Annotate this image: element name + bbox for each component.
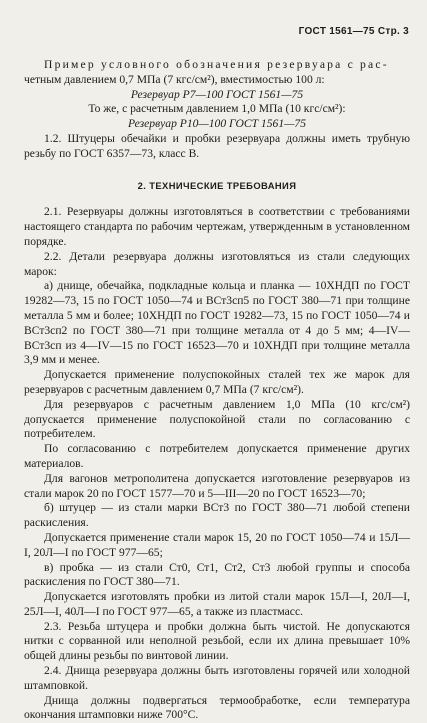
paragraph-pressure-1-0: Для резервуаров с расчетным давлением 1,0 МПа (10 кгс/см²) допускается применение полуспокойной стали по согласованию с потребителем. [24, 397, 410, 441]
clause-2-3: 2.3. Резьба штуцера и пробки должна быть чистой. Не допускаются нитки с сорванной или неполной резьбой, если их длина превышает 10% общей длины резьбы по винтовой линии. [24, 619, 410, 663]
paragraph-semi-killed-steel: Допускается применение полуспокойных сталей тех же марок для резервуаров с расчетным давлением 0,7 МПа (7 кгс/см²). [24, 368, 410, 396]
example-intro: Пример условного обозначения резервуара с рас- [44, 58, 389, 71]
example-alt-intro: То же, с расчетным давлением 1,0 МПа (10 кгс/см²): [88, 102, 346, 116]
page-body [24, 58, 410, 723]
clause-2-4: 2.4. Днища резервуара должны быть изготовлены горячей или холодной штамповкой. [24, 664, 410, 692]
example-intro-cont: четным давлением 0,7 МПа (7 кгс/см²), вместимостью 100 л: [24, 72, 325, 86]
clause-2-2-a: а) днище, обечайка, подкладные кольца и планка — 10ХНДП по ГОСТ 19282—73, 15 по ГОСТ 1050—74 и ВСт3сп5 по ГОСТ 380—71 при толщине металла 5 мм и более; 10ХНДП по ГОСТ 19282—73, 15 по ГОСТ 1050—74 и ВСт3сп2 по ГОСТ 380—71 при толщине металла от 4 до 5 мм; 4—IV—ВСт3сп из 4—IV—15 по ГОСТ 16523—70 и 10ХНДП при толщине металла 3,9 мм и менее. [24, 279, 410, 367]
clause-2-1: 2.1. Резервуары должны изготовляться в соответствии с требованиями настоящего стандарта по рабочим чертежам, утвержденным в установленном порядке. [24, 205, 410, 248]
designation-example-2: Резервуар Р10—100 ГОСТ 1561—75 [127, 117, 307, 131]
clause-2-2-b: б) штуцер — из стали марки ВСт3 по ГОСТ 380—71 любой степени раскисления. [24, 501, 410, 530]
paragraph-other-materials: По согласованию с потребителем допускается применение других материалов. [24, 442, 410, 470]
paragraph-heat-treatment: Днища должны подвергаться термообработке, если температура окончания штамповки ниже 700°С. [24, 693, 410, 722]
designation-example-1: Резервуар Р7—100 ГОСТ 1561—75 [130, 87, 304, 101]
paragraph-metro-cars: Для вагонов метрополитена допускается изготовление резервуаров из стали марок 20 по ГОСТ 1577—70 и 5—III—20 по ГОСТ 16523—70; [24, 471, 410, 500]
section-title: 2. ТЕХНИЧЕСКИЕ ТРЕБОВАНИЯ [137, 179, 297, 191]
clause-2-2-c: в) пробка — из стали Ст0, Ст1, Ст2, Ст3 любой группы и способа раскисления по ГОСТ 380—71. [24, 560, 410, 589]
paragraph-plug-cast-steel: Допускается изготовлять пробки из литой стали марок 15Л—I, 20Л—I, 25Л—I, 40Л—I по ГОСТ 977—65, а также из пластмасс. [24, 590, 410, 618]
paragraph-fitting-steel: Допускается применение стали марок 15, 20 по ГОСТ 1050—74 и 15Л—I, 20Л—I по ГОСТ 977—65; [24, 530, 410, 559]
clause-2-2: 2.2. Детали резервуара должны изготовляться из стали следующих марок: [24, 249, 410, 278]
page-header: ГОСТ 1561—75 Стр. 3 [298, 26, 409, 37]
clause-1-2: 1.2. Штуцеры обечайки и пробки резервуара должны иметь трубную резьбу по ГОСТ 6357—73, класс В. [24, 131, 410, 160]
